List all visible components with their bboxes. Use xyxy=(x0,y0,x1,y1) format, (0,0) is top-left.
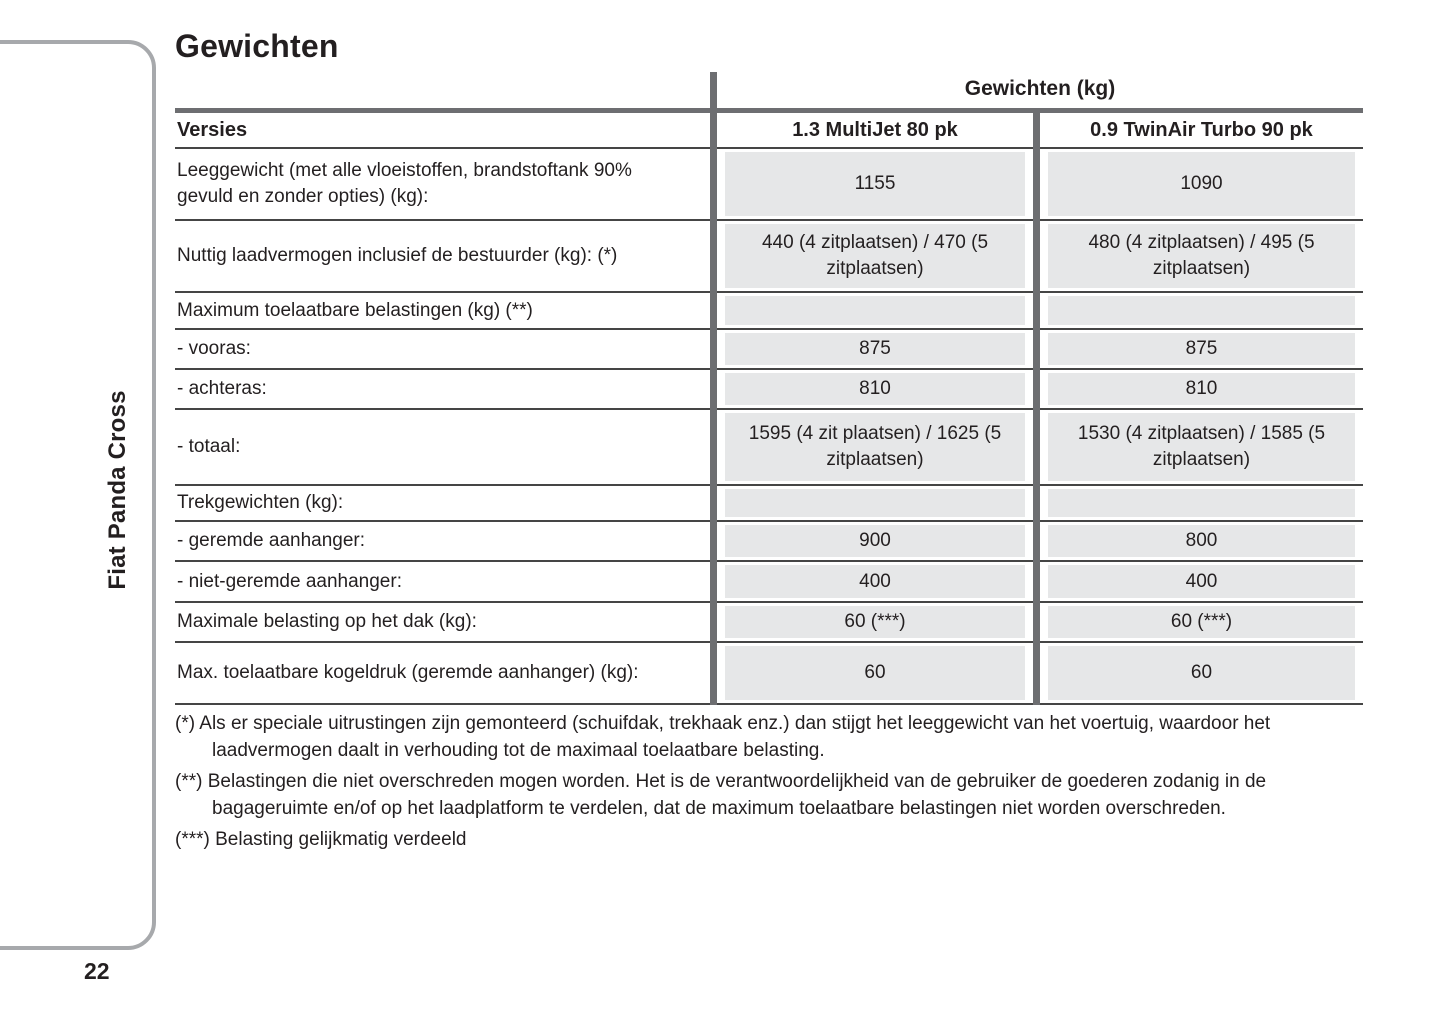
table-row xyxy=(175,330,1363,370)
row-value-multijet: 900 xyxy=(717,522,1033,560)
row-value-multijet: 875 xyxy=(717,330,1033,368)
row-value-multijet: 810 xyxy=(717,370,1033,408)
column-header-twinair: 0.9 TwinAir Turbo 90 pk xyxy=(1090,118,1313,141)
row-value-twinair: 1530 (4 zitplaatsen) / 1585 (5 zitplaatsen) xyxy=(1040,410,1363,484)
sidebar-vertical-title: Fiat Panda Cross xyxy=(104,390,131,590)
row-value-multijet: 1595 (4 zit plaatsen) / 1625 (5 zitplaatsen) xyxy=(717,410,1033,484)
table-body xyxy=(175,149,1363,705)
footnote-1: (*) Als er speciale uitrustingen zijn gemonteerd (schuifdak, trekhaak enz.) dan stijgt het leeggewicht van het voertuig, waardoor het laadvermogen daalt in verhouding tot de maximaal toelaatbare belasting. xyxy=(175,713,1271,761)
row-value-multijet xyxy=(717,293,1033,328)
row-value-multijet: 60 xyxy=(717,643,1033,703)
table-divider-bar-left xyxy=(710,72,717,705)
row-label: - geremde aanhanger: xyxy=(177,530,366,551)
table-column-header-row xyxy=(175,113,1363,149)
weights-table xyxy=(175,70,1363,705)
row-label: Max. toelaatbare kogeldruk (geremde aanhanger) (kg): xyxy=(177,662,639,683)
row-value-twinair xyxy=(1040,293,1363,328)
page-number: 22 xyxy=(84,958,110,984)
row-value-twinair: 800 xyxy=(1040,522,1363,560)
row-value-twinair: 875 xyxy=(1040,330,1363,368)
row-value-twinair: 400 xyxy=(1040,562,1363,601)
page-title: Gewichten xyxy=(175,28,339,64)
row-value-twinair: 480 (4 zitplaatsen) / 495 (5 zitplaatsen) xyxy=(1040,221,1363,291)
row-label: Leeggewicht (met alle vloeistoffen, brandstoftank 90% gevuld en zonder opties) (kg): xyxy=(177,160,632,207)
row-label: Trekgewichten (kg): xyxy=(177,492,344,513)
footnotes xyxy=(175,710,1367,857)
group-header-spacer xyxy=(175,70,710,108)
table-row xyxy=(175,562,1363,603)
row-value-twinair: 60 (***) xyxy=(1040,603,1363,641)
row-value-multijet: 60 (***) xyxy=(717,603,1033,641)
table-row xyxy=(175,149,1363,221)
row-label: - vooras: xyxy=(177,338,251,359)
row-value-twinair xyxy=(1040,486,1363,520)
group-header-label: Gewichten (kg) xyxy=(964,77,1116,100)
table-row xyxy=(175,410,1363,486)
table-row xyxy=(175,643,1363,705)
table-row xyxy=(175,486,1363,522)
table-row xyxy=(175,370,1363,410)
table-divider-bar-right xyxy=(1033,113,1040,705)
row-value-multijet: 400 xyxy=(717,562,1033,601)
table-row xyxy=(175,522,1363,562)
row-label: Maximale belasting op het dak (kg): xyxy=(177,611,477,632)
row-label: - totaal: xyxy=(177,436,241,457)
row-value-multijet: 440 (4 zitplaatsen) / 470 (5 zitplaatsen) xyxy=(717,221,1033,291)
row-value-twinair: 1090 xyxy=(1040,149,1363,219)
footnote-3: (***) Belasting gelijkmatig verdeeld xyxy=(175,829,467,850)
column-header-multijet: 1.3 MultiJet 80 pk xyxy=(792,118,958,141)
table-row xyxy=(175,221,1363,293)
row-value-multijet xyxy=(717,486,1033,520)
table-group-header-row xyxy=(175,70,1363,108)
row-value-twinair: 810 xyxy=(1040,370,1363,408)
footnote-2: (**) Belastingen die niet overschreden mogen worden. Het is de verantwoordelijkheid van de gebruiker de goederen zodanig in de bagageruimte en/of op het laadplatform te verdelen, dat de maximum toelaatbare belastingen niet worden overschreden. xyxy=(175,771,1267,819)
row-value-multijet: 1155 xyxy=(717,149,1033,219)
table-row xyxy=(175,603,1363,643)
row-label: - niet-geremde aanhanger: xyxy=(177,570,402,592)
sidebar-frame xyxy=(0,40,156,950)
row-value-twinair: 60 xyxy=(1040,643,1363,703)
row-label: Nuttig laadvermogen inclusief de bestuurder (kg): (*) xyxy=(177,245,618,266)
table-row xyxy=(175,293,1363,330)
row-label: Maximum toelaatbare belastingen (kg) (**) xyxy=(177,299,533,321)
row-label: - achteras: xyxy=(177,378,267,399)
column-header-versions: Versies xyxy=(177,118,248,141)
